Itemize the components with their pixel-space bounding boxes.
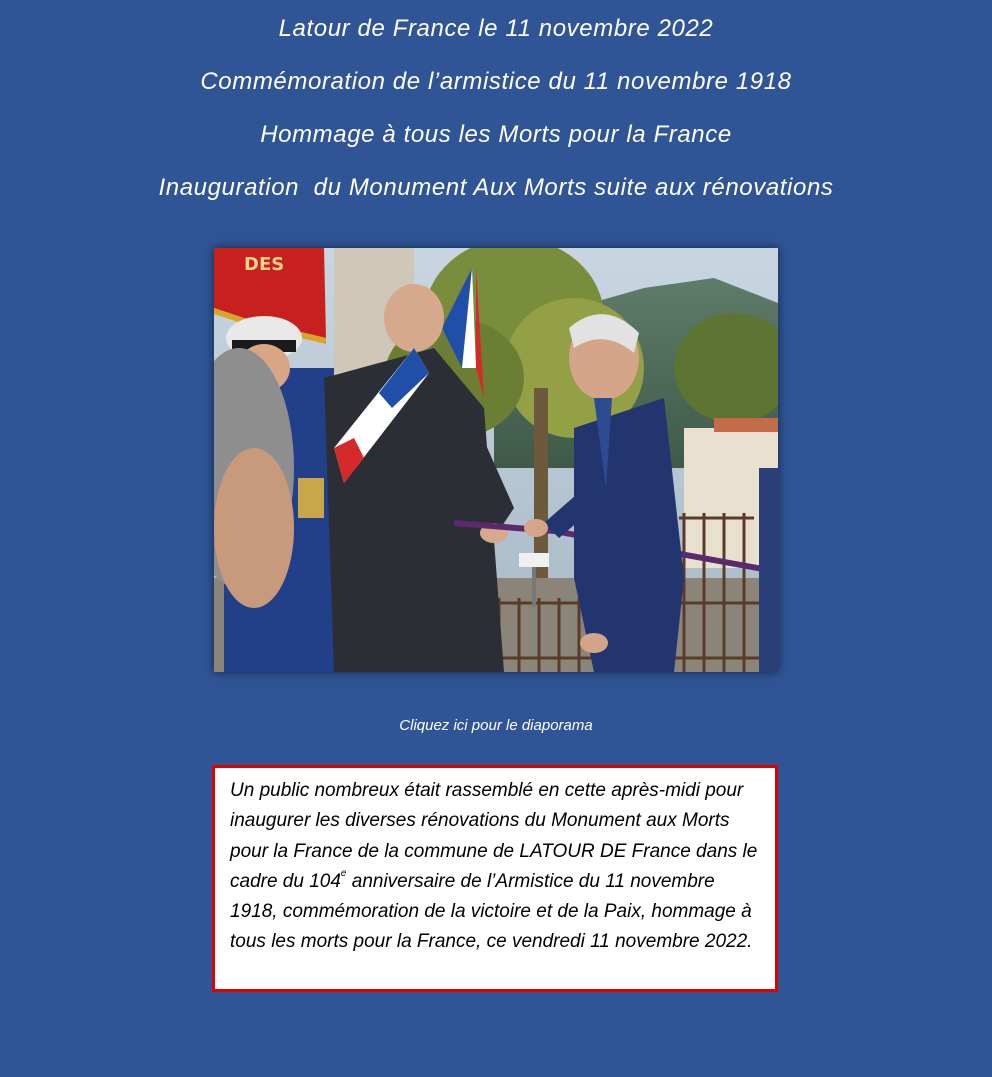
article-text-box: [212, 765, 778, 992]
heading-date: Latour de France le 11 novembre 2022: [278, 15, 714, 42]
article-ordinal-superscript: e: [340, 867, 347, 879]
ceremony-photo-illustration: [214, 248, 778, 672]
heading-inauguration: Inauguration du Monument Aux Morts suite aux rénovations: [158, 174, 834, 201]
heading-tribute: Hommage à tous les Morts pour la France: [260, 121, 732, 148]
slideshow-link[interactable]: Cliquez ici pour le diaporama: [399, 717, 593, 734]
article-text-part1: Un public nombreux était rassemblé en cette après-midi pour inaugurer les diverses rénovations du Monument aux Morts pour la France de la commune de LATOUR DE France dans le cadre du 104: [230, 780, 758, 892]
article-text-part2: anniversaire de l’Armistice du 11 novembre 1918, commémoration de la victoire et de la Paix, hommage à tous les morts pour la France, ce vendredi 11 novembre 2022.: [230, 870, 753, 953]
banner-text: DES: [244, 254, 285, 275]
heading-commemoration: Commémoration de l’armistice du 11 novembre 1918: [200, 68, 792, 95]
ceremony-photo[interactable]: [214, 248, 778, 672]
